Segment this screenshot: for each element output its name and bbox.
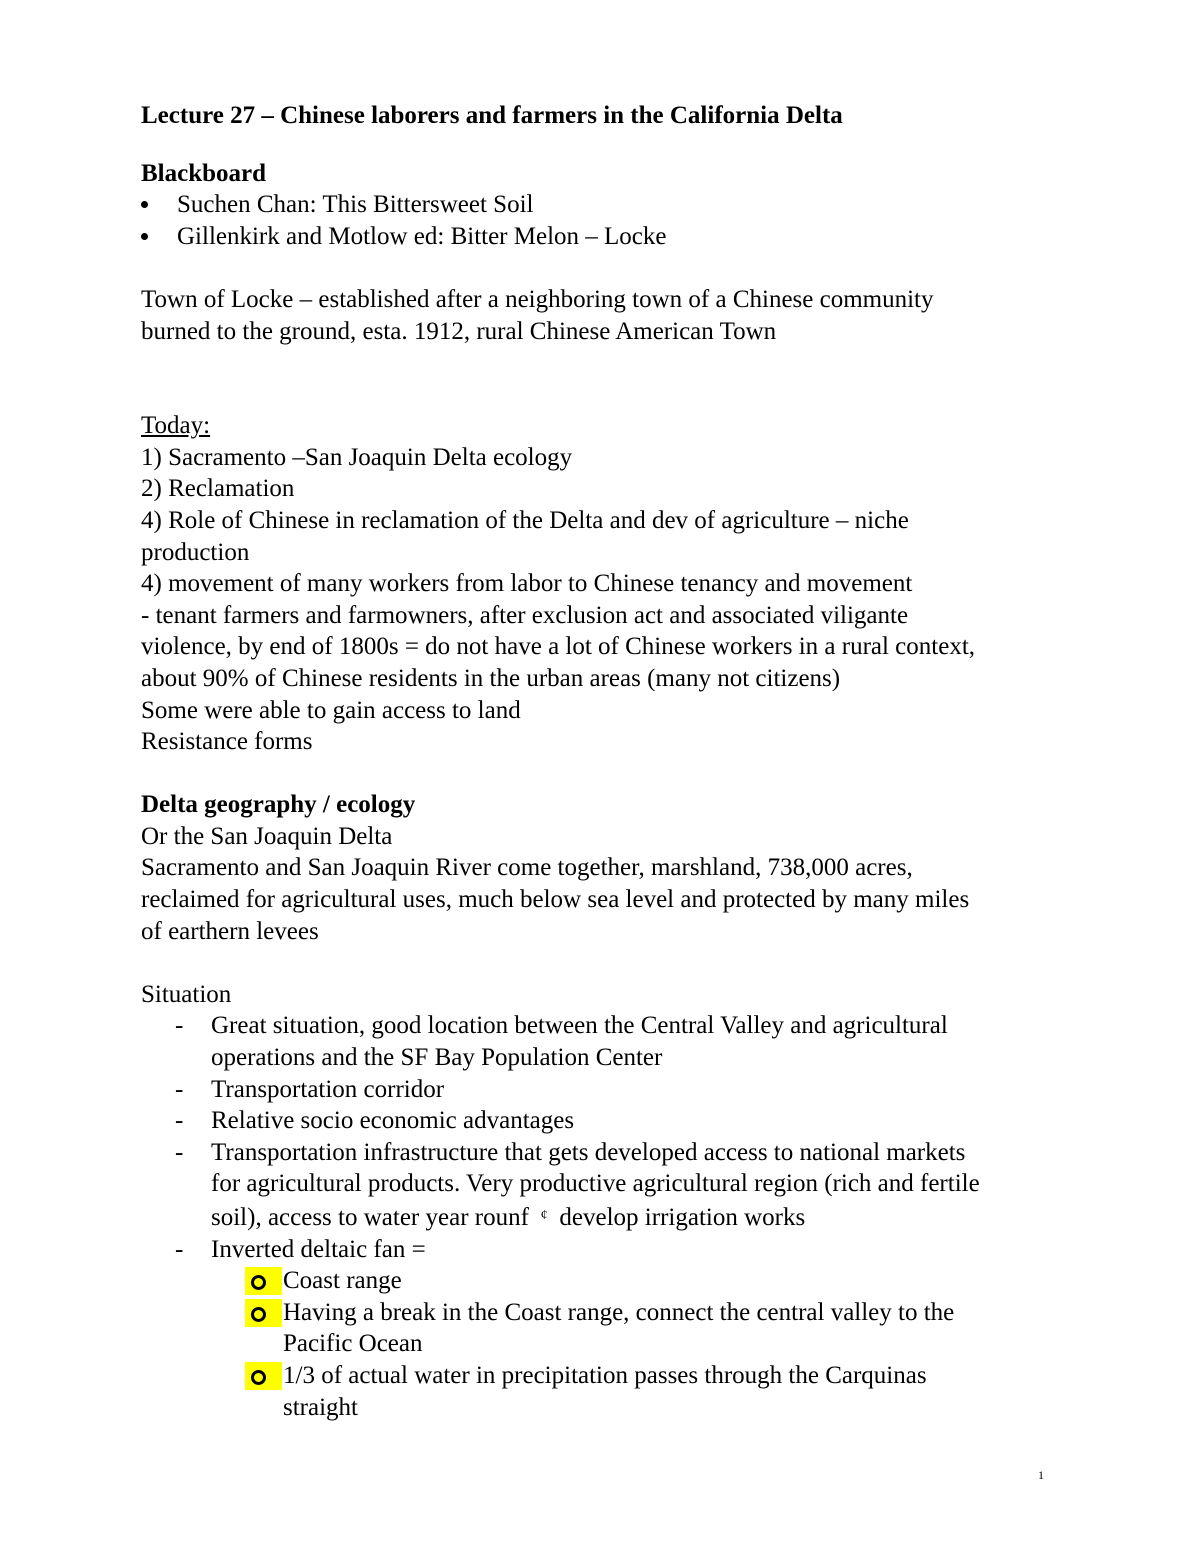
today-line: Some were able to gain access to land bbox=[141, 696, 521, 724]
list-item: Coast range bbox=[141, 1265, 1081, 1297]
list-item: Suchen Chan: This Bittersweet Soil bbox=[141, 189, 1081, 221]
cent-glyph: ¢ bbox=[540, 1208, 548, 1223]
today-line: Resistance forms bbox=[141, 728, 313, 756]
highlighted-circle-bullet-icon bbox=[245, 1299, 282, 1327]
document-page bbox=[141, 100, 1081, 1423]
today-line: 2) Reclamation bbox=[141, 475, 295, 503]
dash-icon: - bbox=[175, 1012, 184, 1040]
deltaic-fan-list bbox=[141, 1265, 1081, 1423]
list-item: - Transportation corridor bbox=[141, 1074, 1081, 1106]
list-item: - Inverted deltaic fan = bbox=[141, 1234, 1081, 1266]
today-line: violence, by end of 1800s = do not have a lot of Chinese workers in a rural context, bbox=[141, 633, 976, 661]
list-item: Having a break in the Coast range, connect the central valley to the Pacific Ocean bbox=[141, 1297, 1081, 1360]
highlighted-circle-bullet-icon bbox=[245, 1267, 282, 1295]
list-item: - Great situation, good location between the Central Valley and agricultural operations and the SF Bay Population Center bbox=[175, 1012, 948, 1072]
today-line: production bbox=[141, 538, 250, 566]
blackboard-list bbox=[141, 189, 1081, 252]
situation-heading: Situation bbox=[141, 980, 232, 1008]
page-number: 1 bbox=[1038, 1468, 1044, 1482]
dash-icon: - bbox=[175, 1107, 184, 1135]
locke-paragraph-line: burned to the ground, esta. 1912, rural Chinese American Town bbox=[141, 317, 777, 345]
lecture-title: Lecture 27 – Chinese laborers and farmers in the California Delta bbox=[141, 102, 843, 129]
today-heading: Today: bbox=[141, 412, 211, 440]
today-line: 4) movement of many workers from labor to Chinese tenancy and movement bbox=[141, 570, 913, 598]
dash-icon: - bbox=[175, 1075, 184, 1103]
today-line: - tenant farmers and farmowners, after exclusion act and associated viligante bbox=[141, 601, 909, 629]
delta-line: Or the San Joaquin Delta bbox=[141, 822, 393, 850]
today-line: 4) Role of Chinese in reclamation of the Delta and dev of agriculture – niche bbox=[141, 506, 909, 534]
bullet-icon bbox=[141, 201, 148, 208]
list-item: - Transportation infrastructure that gets developed access to national markets for agricultural products. Very productive agricultural region (rich and fertile soil), access to water year rounf ¢ develop irrigation works bbox=[175, 1138, 980, 1231]
blackboard-heading: Blackboard bbox=[141, 159, 267, 187]
today-line: 1) Sacramento –San Joaquin Delta ecology bbox=[141, 443, 573, 471]
delta-line: Sacramento and San Joaquin River come together, marshland, 738,000 acres, bbox=[141, 854, 913, 882]
delta-heading: Delta geography / ecology bbox=[141, 791, 416, 819]
highlighted-circle-bullet-icon bbox=[245, 1362, 282, 1390]
list-item: 1/3 of actual water in precipitation passes through the Carquinas straight bbox=[141, 1360, 1081, 1423]
delta-line: reclaimed for agricultural uses, much below sea level and protected by many miles bbox=[141, 886, 970, 914]
list-item: - Relative socio economic advantages bbox=[141, 1105, 1081, 1137]
bullet-icon bbox=[141, 233, 148, 240]
dash-icon: - bbox=[175, 1138, 184, 1166]
today-line: about 90% of Chinese residents in the urban areas (many not citizens) bbox=[141, 664, 841, 692]
list-item: Gillenkirk and Motlow ed: Bitter Melon – Locke bbox=[141, 221, 1081, 253]
situation-list bbox=[141, 1010, 1081, 1265]
delta-line: of earthern levees bbox=[141, 917, 319, 945]
locke-paragraph-line: Town of Locke – established after a neighboring town of a Chinese community bbox=[141, 285, 934, 313]
dash-icon: - bbox=[175, 1235, 184, 1263]
